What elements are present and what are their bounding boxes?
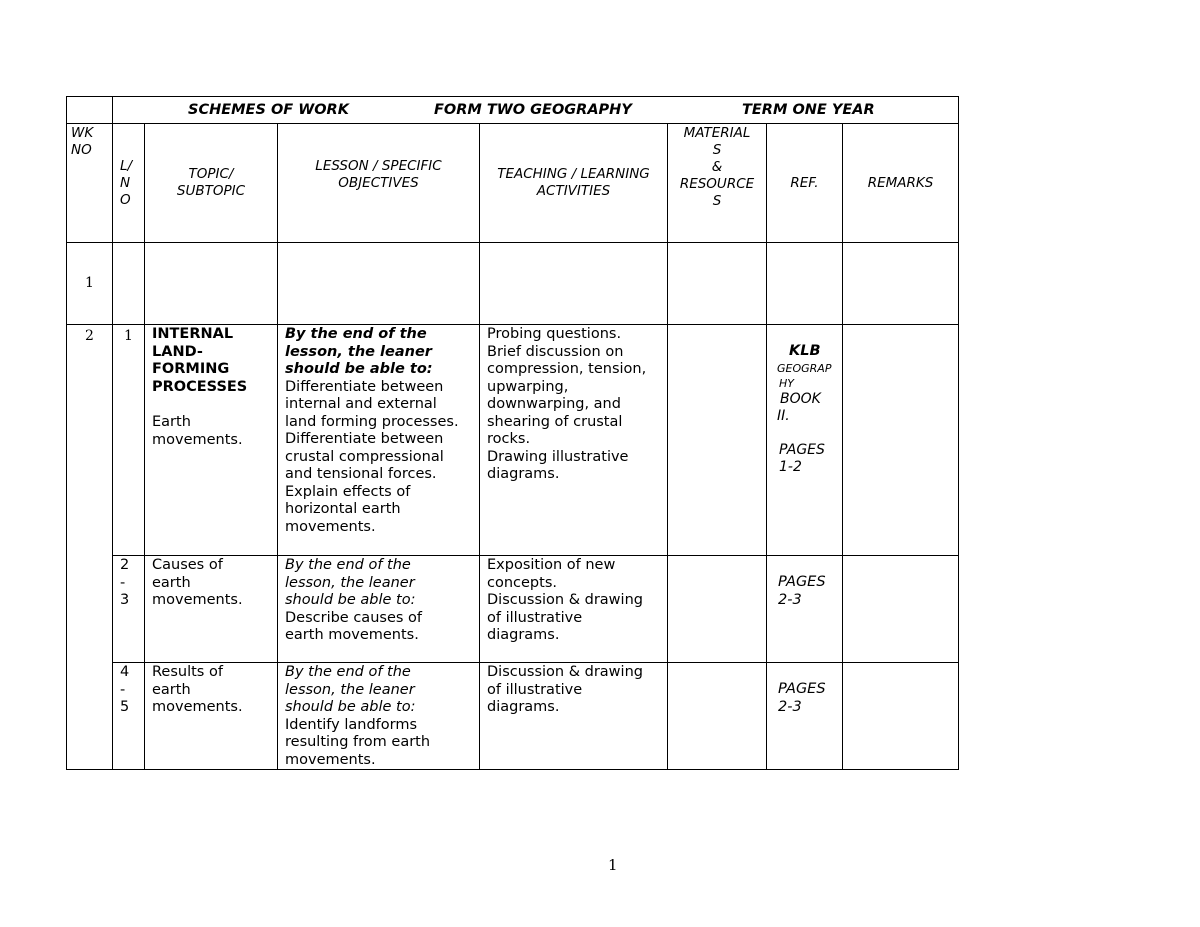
header-objectives: LESSON / SPECIFIC OBJECTIVES <box>278 124 480 243</box>
remarks-cell <box>843 663 959 770</box>
header-wk-no: WK NO <box>67 124 113 243</box>
lesson-number: 4 - 5 <box>113 663 145 770</box>
topic-cell: INTERNAL LAND- FORMING PROCESSES Earth movements. <box>145 325 278 556</box>
activities-cell: Discussion & drawing of illustrative diagrams. <box>480 663 668 770</box>
table-row <box>67 243 959 325</box>
schemes-of-work-table <box>66 96 959 770</box>
title-schemes: SCHEMES OF WORK <box>188 102 349 118</box>
topic-cell: Results of earth movements. <box>145 663 278 770</box>
table-row <box>67 556 959 663</box>
header-topic: TOPIC/ SUBTOPIC <box>145 124 278 243</box>
reference-cell: PAGES 2-3 <box>767 663 843 770</box>
reference-cell: KLB GEOGRAP HY BOOK II. PAGES 1-2 <box>767 325 843 556</box>
header-activities: TEACHING / LEARNING ACTIVITIES <box>480 124 668 243</box>
materials-cell <box>668 325 767 556</box>
header-remarks: REMARKS <box>843 124 959 243</box>
remarks-cell <box>843 556 959 663</box>
table-title <box>113 97 959 124</box>
title-form: FORM TWO GEOGRAPHY <box>434 102 632 118</box>
lesson-number: 1 <box>113 325 145 556</box>
materials-cell <box>668 556 767 663</box>
remarks-cell <box>843 325 959 556</box>
header-ref: REF. <box>767 124 843 243</box>
page-number: 1 <box>608 856 618 874</box>
table-row <box>67 325 959 556</box>
title-term: TERM ONE YEAR <box>742 102 875 118</box>
title-blank-cell <box>67 97 113 124</box>
objectives-cell: By the end of the lesson, the leaner should be able to: Identify landforms resulting from earth movements. <box>278 663 480 770</box>
table-row <box>67 663 959 770</box>
objectives-cell: By the end of the lesson, the leaner should be able to: Differentiate between internal and external land forming processes. Differentiate between crustal compressional and tensional forces. Explain effects of horizontal earth movements. <box>278 325 480 556</box>
materials-cell <box>668 663 767 770</box>
activities-cell: Probing questions. Brief discussion on compression, tension, upwarping, downwarping, and shearing of crustal rocks. Drawing illustrative diagrams. <box>480 325 668 556</box>
week-number: 1 <box>67 243 113 325</box>
reference-cell: PAGES 2-3 <box>767 556 843 663</box>
activities-cell: Exposition of new concepts. Discussion & drawing of illustrative diagrams. <box>480 556 668 663</box>
header-lesson-no: L/ N O <box>113 124 145 243</box>
topic-cell: Causes of earth movements. <box>145 556 278 663</box>
header-materials: MATERIAL S & RESOURCE S <box>668 124 767 243</box>
lesson-number: 2 - 3 <box>113 556 145 663</box>
objectives-cell: By the end of the lesson, the leaner should be able to: Describe causes of earth movements. <box>278 556 480 663</box>
week-number: 2 <box>67 325 113 770</box>
